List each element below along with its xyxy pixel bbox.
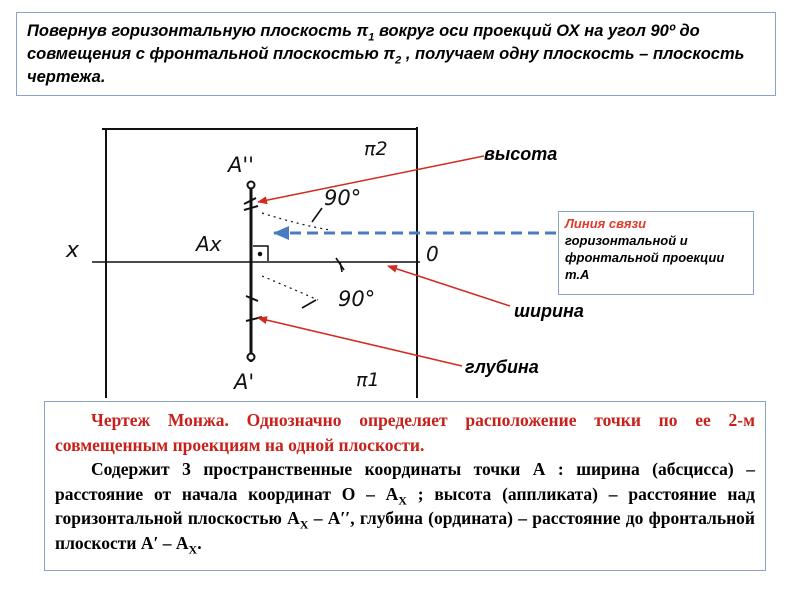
projection-line-note [558,211,754,295]
pointer-depth [258,318,462,366]
right-angle-marker [253,246,268,261]
heading-text-2: вокруг оси проекций ОХ на угол 90º до совмещения с фронтальной плоскостью [27,22,700,63]
pi2-symbol: π [383,45,396,63]
label-a-frontal: A'' [228,153,254,177]
label-angle-top: 90° [324,186,362,210]
para2-part-a: Содержит 3 пространственные координаты точки А : ширина (абсцисса) – расстояние от начала координат О – А [55,459,755,504]
description-para-1: Чертеж Монжа. Однозначно определяет расположение точки по ее 2-м совмещенным проекциям на одной плоскости. [55,410,755,455]
description-box [44,401,766,571]
rotation-arcs [262,213,330,300]
label-height: высота [484,144,558,164]
pi1-symbol: π [356,22,369,40]
para2-sub-1: X [398,493,407,507]
description-para-2 [55,457,755,555]
pointer-width [388,266,510,306]
note-body: горизонтальной и фронтальной проекции т.А [565,233,725,282]
heading-text-3: , получаем одну плоскость – плоскость чертежа. [27,45,745,86]
label-depth: глубина [465,357,539,377]
note-title: Линия связи [565,216,647,231]
label-width: ширина [514,301,584,321]
label-x-axis: x [66,238,80,263]
pointer-height [258,156,484,202]
pi1-index: 1 [368,31,375,44]
point-a-horizontal [248,354,255,361]
pi2-index: 2 [395,54,402,67]
para2-part-b: ; высота (аппликата) – расстояние над горизонтальной плоскостью А [55,483,756,528]
label-a-horizontal: A' [234,370,255,394]
label-pi2: π2 [364,138,388,160]
heading-text-1: Повернув горизонтальную плоскость [27,22,357,40]
rotation-arc-bottom [262,276,318,300]
para2-sub-3: X [188,542,198,556]
label-origin: 0 [426,242,439,266]
para2-sub-2: X [299,517,309,532]
label-pi1: π1 [356,369,380,391]
para2-part-c: – А′′, глубина (ордината) – расстояние до фронтальной плоскости А′ – А [55,508,755,553]
rotation-arc-top [262,213,330,230]
para2-part-d: . [197,532,202,553]
label-ax: Ax [196,232,222,256]
point-a-frontal [248,182,255,189]
label-angle-bottom: 90° [338,287,376,311]
tick-marks [244,198,262,321]
